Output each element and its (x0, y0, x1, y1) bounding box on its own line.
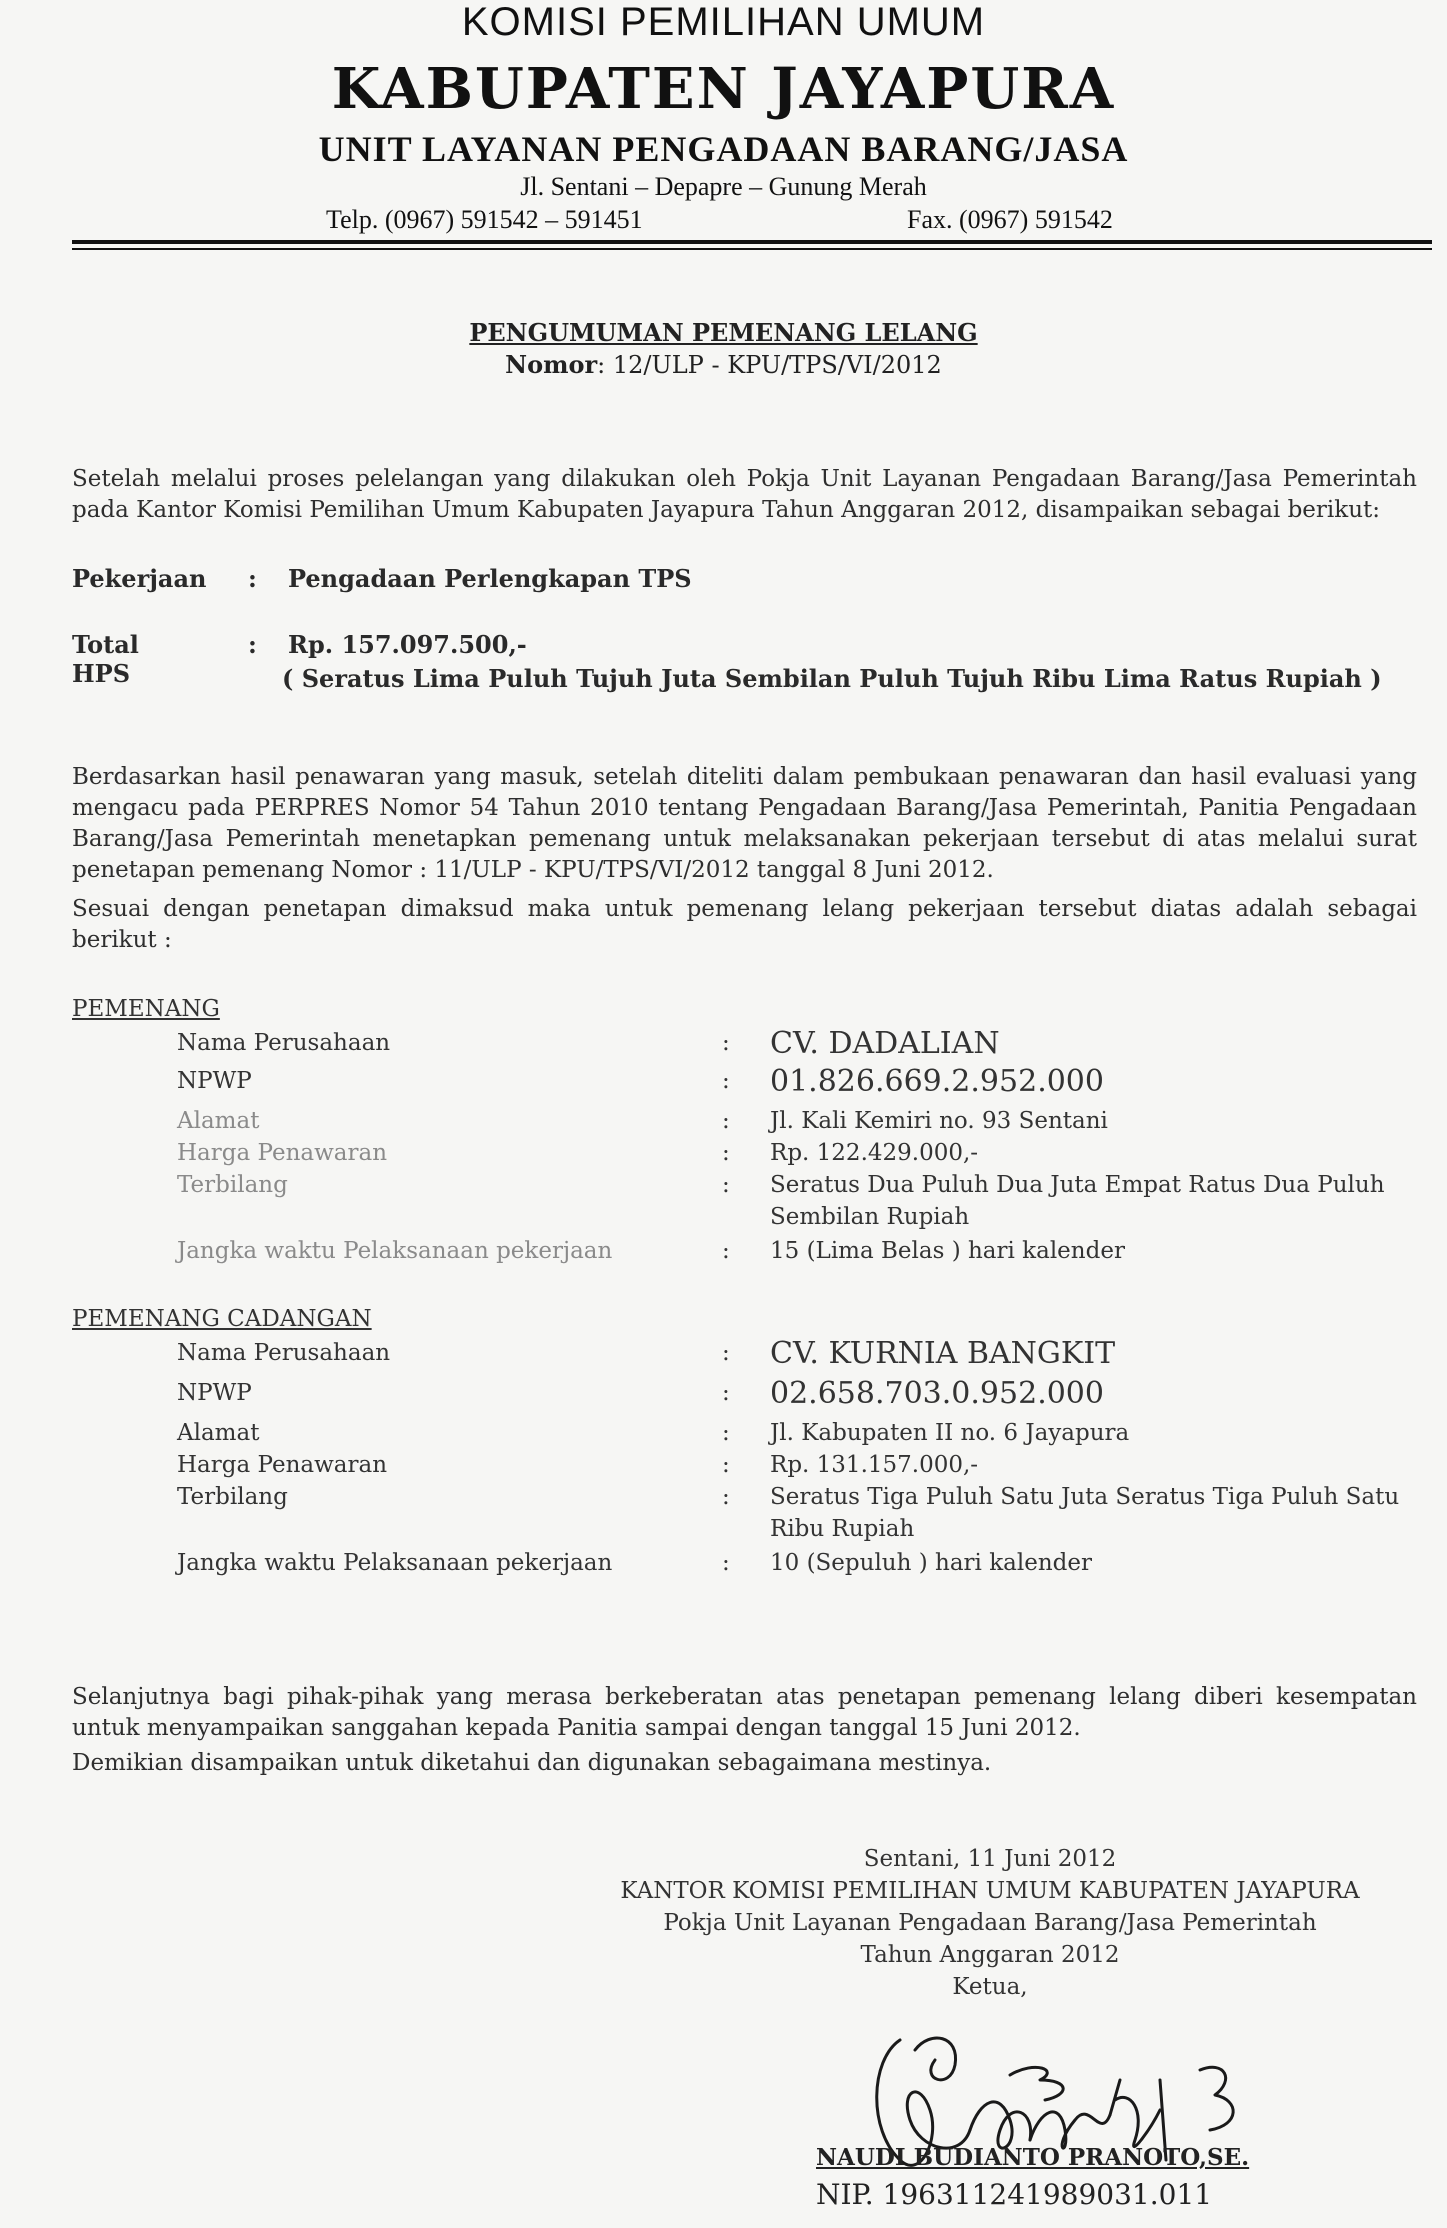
handwritten-signature (860, 2020, 1300, 2200)
signoff-place-date: Sentani, 11 Juni 2012 (863, 1846, 1117, 1872)
letterhead-commission: KOMISI PEMILIHAN UMUM (461, 0, 986, 44)
signatory-name: NAUDI BUDIANTO PRANOTO,SE. (816, 2144, 1250, 2171)
colon: : (722, 1140, 730, 1166)
reserve-address-value: Jl. Kabupaten II no. 6 Jayapura (770, 1420, 1130, 1446)
reserve-duration-value: 10 (Sepuluh ) hari kalender (770, 1550, 1092, 1576)
letterhead-phone: Telp. (0967) 591542 – 591451 (326, 205, 643, 234)
hps-colon: : (248, 630, 257, 659)
colon: : (722, 1172, 730, 1198)
colon: : (722, 1030, 730, 1056)
signatory-nip: NIP. 196311241989031.011 (816, 2178, 1213, 2211)
letterhead-regency: KABUPATEN JAYAPURA (331, 56, 1116, 122)
reserve-npwp-label: NPWP (177, 1380, 252, 1406)
reserve-words-value: Seratus Tiga Puluh Satu Juta Seratus Tiga Puluh Satu (770, 1484, 1400, 1510)
winner-heading: PEMENANG (72, 996, 220, 1022)
colon: : (722, 1420, 730, 1446)
letterhead-divider-thick (72, 240, 1432, 244)
winner-npwp-value: 01.826.669.2.952.000 (770, 1064, 1104, 1099)
colon: : (722, 1068, 730, 1094)
reserve-company-value: CV. KURNIA BANGKIT (770, 1336, 1116, 1371)
winner-words-label: Terbilang (177, 1172, 288, 1198)
winner-company-label: Nama Perusahaan (177, 1030, 391, 1056)
colon: : (722, 1380, 730, 1406)
reserve-company-label: Nama Perusahaan (177, 1340, 391, 1366)
reserve-price-value: Rp. 131.157.000,- (770, 1452, 979, 1478)
pekerjaan-colon: : (248, 564, 257, 593)
hps-label: Total HPS (72, 630, 139, 688)
basis-paragraph: Berdasarkan hasil penawaran yang masuk, setelah diteliti dalam pembukaan penawaran dan hasil evaluasi yang mengacu pada PERPRES Nomor 54 Tahun 2010 tentang Pengadaan Barang/Jasa Pemerintah, Panitia Pengadaan Barang/Jasa Pemerintah menetapkan pemenang untuk melaksanakan pekerjaan tersebut di atas melalui surat penetapan pemenang Nomor : 11/ULP - KPU/TPS/VI/2012 tanggal 8 Juni 2012. (72, 764, 1417, 883)
reserve-words-value-cont: Ribu Rupiah (770, 1516, 915, 1542)
colon: : (722, 1452, 730, 1478)
signoff-unit: Pokja Unit Layanan Pengadaan Barang/Jasa Pemerintah (663, 1910, 1317, 1936)
colon: : (722, 1340, 730, 1366)
reserve-duration-label: Jangka waktu Pelaksanaan pekerjaan (177, 1550, 613, 1576)
colon: : (722, 1238, 730, 1264)
signoff-year: Tahun Anggaran 2012 (860, 1942, 1120, 1968)
objection-paragraph: Selanjutnya bagi pihak-pihak yang merasa berkeberatan atas penetapan pemenang lelang diberi kesempatan untuk menyampaikan sanggahan kepada Panitia sampai dengan tanggal 15 Juni 2012. (72, 1684, 1417, 1741)
reserve-npwp-value: 02.658.703.0.952.000 (770, 1376, 1104, 1411)
document-number-label: Nomor (505, 350, 598, 379)
letterhead-divider-thin (72, 248, 1432, 250)
hps-value: Rp. 157.097.500,- (288, 630, 527, 659)
signoff-role: Ketua, (952, 1974, 1028, 2000)
reserve-address-label: Alamat (177, 1420, 260, 1446)
signoff-office: KANTOR KOMISI PEMILIHAN UMUM KABUPATEN JAYAPURA (620, 1878, 1360, 1904)
document-number-value: : 12/ULP - KPU/TPS/VI/2012 (597, 351, 942, 379)
winner-price-label: Harga Penawaran (177, 1140, 388, 1166)
winner-price-value: Rp. 122.429.000,- (770, 1140, 979, 1166)
colon: : (722, 1108, 730, 1134)
winner-duration-label: Jangka waktu Pelaksanaan pekerjaan (177, 1238, 613, 1264)
hps-words: ( Seratus Lima Puluh Tujuh Juta Sembilan Puluh Tujuh Ribu Lima Ratus Rupiah ) (282, 664, 1382, 693)
closing-paragraph: Demikian disampaikan untuk diketahui dan digunakan sebagaimana mestinya. (72, 1750, 992, 1776)
letterhead-fax: Fax. (0967) 591542 (907, 205, 1113, 234)
letterhead-address: Jl. Sentani – Depapre – Gunung Merah (520, 172, 927, 201)
winner-address-value: Jl. Kali Kemiri no. 93 Sentani (770, 1108, 1108, 1134)
accordingly-paragraph: Sesuai dengan penetapan dimaksud maka untuk pemenang lelang pekerjaan tersebut diatas adalah sebagai berikut : (72, 896, 1417, 953)
document-number (0, 350, 1447, 379)
pekerjaan-label: Pekerjaan (72, 564, 207, 593)
intro-paragraph: Setelah melalui proses pelelangan yang dilakukan oleh Pokja Unit Layanan Pengadaan Barang/Jasa Pemerintah pada Kantor Komisi Pemilihan Umum Kabupaten Jayapura Tahun Anggaran 2012, disampaikan sebagai berikut: (72, 466, 1417, 523)
document-title: PENGUMUMAN PEMENANG LELANG (469, 318, 978, 347)
winner-address-label: Alamat (177, 1108, 260, 1134)
pekerjaan-value: Pengadaan Perlengkapan TPS (288, 564, 692, 593)
winner-company-value: CV. DADALIAN (770, 1026, 1000, 1061)
reserve-price-label: Harga Penawaran (177, 1452, 388, 1478)
colon: : (722, 1484, 730, 1510)
winner-npwp-label: NPWP (177, 1068, 252, 1094)
reserve-words-label: Terbilang (177, 1484, 288, 1510)
winner-words-value: Seratus Dua Puluh Dua Juta Empat Ratus Dua Puluh (770, 1172, 1385, 1198)
reserve-heading: PEMENANG CADANGAN (72, 1306, 372, 1332)
letterhead-unit: UNIT LAYANAN PENGADAAN BARANG/JASA (318, 129, 1129, 169)
winner-words-value-cont: Sembilan Rupiah (770, 1204, 970, 1230)
colon: : (722, 1550, 730, 1576)
winner-duration-value: 15 (Lima Belas ) hari kalender (770, 1238, 1125, 1264)
